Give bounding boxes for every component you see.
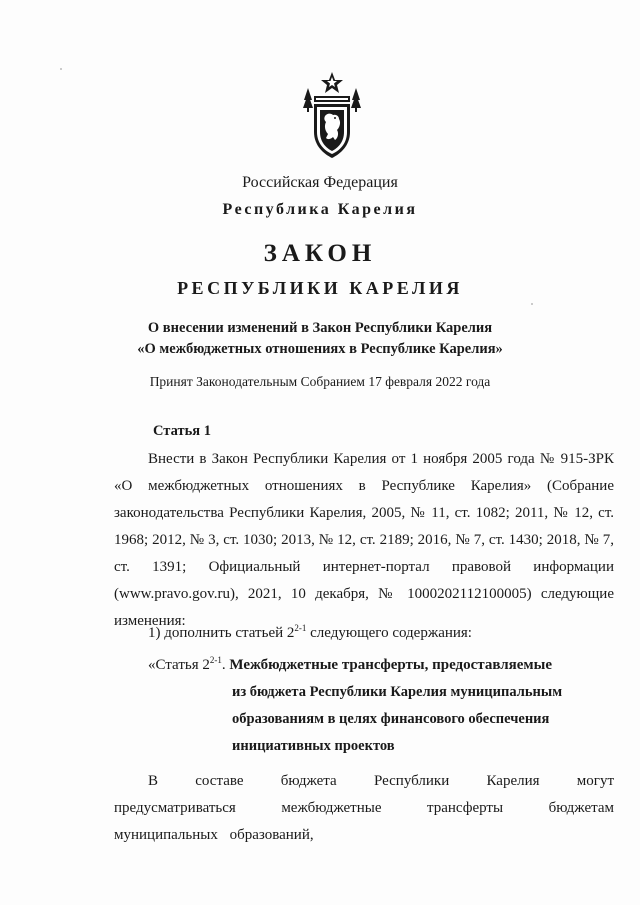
new-article-title-line-3: образованиям в целях финансового обеспечения [232,711,550,727]
item-text-suffix: следующего содержания: [306,625,472,641]
law-title: ЗАКОН [263,240,377,267]
new-article-dot: . [221,657,230,673]
item-superscript: 2-1 [294,623,307,633]
new-article-heading [148,652,608,754]
new-article-title-line-1: Межбюджетные трансферты, предоставляемые [229,657,553,673]
new-article-title-line-2: из бюджета Республики Карелия муниципальным [232,684,563,700]
new-article-title-line-4: инициативных проектов [232,738,395,754]
article-paragraph-2: В составе бюджета Республики Карелия могут предусматриваться межбюджетные трансферты бюджетам муниципальных образований, [114,773,614,843]
law-name-line-2: «О межбюджетных отношениях в Республике Карелия» [137,341,503,357]
law-name-line-1: О внесении изменений в Закон Республики Карелия [147,320,493,336]
republic-name: Республика Карелия [222,201,418,218]
article-paragraph: Внести в Закон Республики Карелия от 1 ноября 2005 года № 915-ЗРК «О межбюджетных отношениях в Республике Карелия» (Собрание законодательства Республики Карелия, 2005, № 11, ст. 1082; 2011, № 12, ст. 1968; 2012, № 3, ст. 1030; 2013, № 12, ст. 2189; 2016, № 7, ст. 1430; 2018, № 7, ст. 1391; Официальный интернет-портал правовой информации (www.pravo.gov.ru), 2021, 10 декабря, № 1000202112100005) следующие изменения: [114,451,614,629]
new-article-superscript: 2-1 [209,655,222,665]
scan-speck [60,68,62,70]
item-text: 1) дополнить статьей 2 [148,625,295,641]
country-name: Российская Федерация [242,174,398,191]
scan-speck [531,303,533,305]
adoption-date: Принят Законодательным Собранием 17 февраля 2022 года [149,374,491,389]
list-item [148,625,472,642]
article-heading: Статья 1 [153,423,211,439]
new-article-label: «Статья 2 [148,657,210,673]
law-subtitle: РЕСПУБЛИКИ КАРЕЛИЯ [177,278,463,298]
karelia-coat-of-arms-icon [302,70,362,162]
